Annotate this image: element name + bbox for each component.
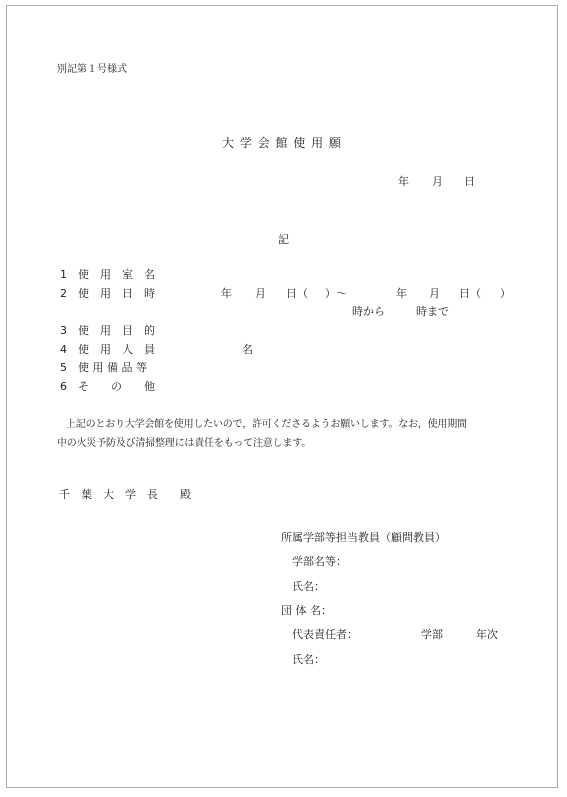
body-text-line1: 上記のとおり大学会館を使用したいので，許可くださるようお願いします。なお，使用期間 [66,419,467,430]
advisor-name-label: 氏名： [292,580,325,593]
time-from: 時から [352,305,385,318]
from-year: 年 [221,287,232,300]
representative-label: 代表責任者： [292,628,358,641]
item-label-equipment: 使 用 備 品 等 [78,361,147,374]
item-number: 6 [60,380,67,393]
item-number: 3 [60,324,67,337]
body-text-line2: 中の火災予防及び清掃整理には責任をもって注意します。 [57,438,311,449]
item-number: 2 [60,287,67,300]
from-close: ）〜 [325,287,347,300]
document-page [6,5,558,788]
item-number: 4 [60,343,67,356]
item-label-people: 使 用 人 員 [78,343,155,356]
item-number: 1 [60,268,67,281]
date-month: 月 [432,175,443,188]
time-to: 時まで [416,305,449,318]
item-label-room: 使 用 室 名 [78,268,155,281]
item-label-other: そ の 他 [78,380,155,393]
representative-name-label: 氏名： [292,653,325,666]
from-day: 日（ [286,287,308,300]
document-title: 大 学 会 館 使 用 願 [222,136,342,150]
date-year: 年 [398,175,409,188]
group-name-label: 団 体 名： [281,604,332,617]
addressee: 千 葉 大 学 長 殿 [59,488,191,501]
from-month: 月 [255,287,266,300]
item-number: 5 [60,361,67,374]
to-close: ） [500,287,511,300]
advisor-heading: 所属学部等担当教員（顧問教員） [281,531,446,544]
people-unit: 名 [242,343,253,356]
date-day: 日 [464,175,475,188]
year-unit: 年次 [476,628,498,641]
item-label-purpose: 使 用 目 的 [78,324,155,337]
to-month: 月 [429,287,440,300]
to-year: 年 [396,287,407,300]
to-day: 日（ [459,287,481,300]
dept-unit: 学部 [421,628,443,641]
form-label: 別記第１号様式 [57,64,127,75]
item-label-datetime: 使 用 日 時 [78,287,155,300]
faculty-label: 学部名等： [292,555,347,568]
ki-heading: 記 [278,233,289,246]
